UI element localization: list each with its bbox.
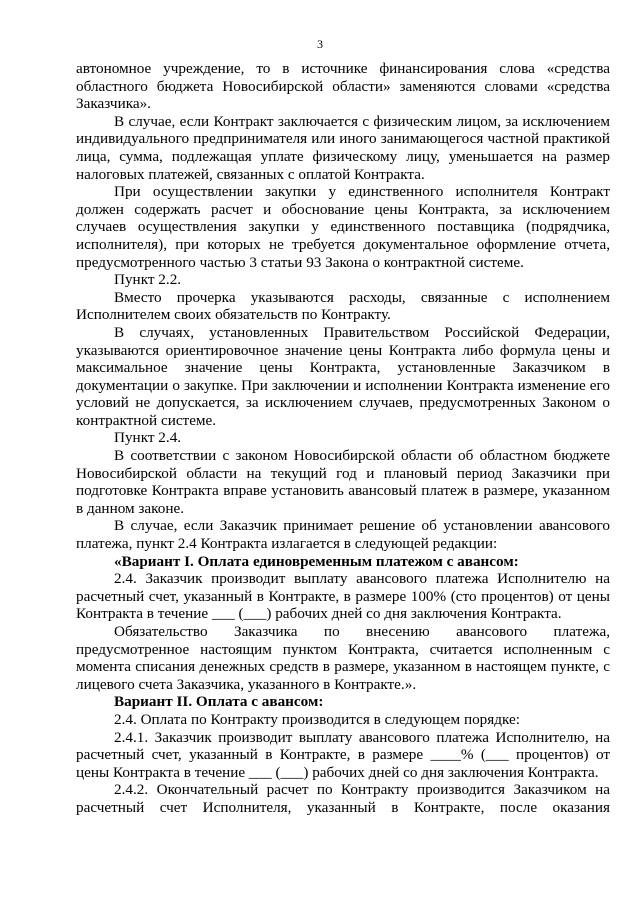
paragraph: В соответствии с законом Новосибирской области об областном бюджете Новосибирской области на текущий год и плановый период Заказчики при подготовке Контракта вправе установить авансовый платеж в размере, указанном в данном законе. (76, 447, 610, 517)
paragraph-heading: «Вариант I. Оплата единовременным платежом с авансом: (114, 552, 519, 570)
paragraph: 2.4.1. Заказчик производит выплату авансового платежа Исполнителю, на расчетный счет, указанный в Контракте, в размере ____% (___ процентов) от цены Контракта в течение ___ (___) рабочих дней со дня заключения Контракта. (76, 728, 610, 781)
paragraph: 2.4.2. Окончательный расчет по Контракту производится Заказчиком на расчетный счет Исполнителя, указанный в Контракте, после оказания (76, 781, 610, 816)
page-number: 3 (317, 37, 323, 51)
paragraph: Пункт 2.4. (114, 429, 182, 447)
paragraph: При осуществлении закупки у единственного исполнителя Контракт должен содержать расчет и обоснование цены Контракта, за исключением случаев осуществления закупки у единственного поставщика (подрядчика, исполнителя), при которых не требуется документальное оформление отчета, предусмотренного частью 3 статьи 93 Закона о контрактной системе. (76, 183, 610, 271)
paragraph: В случаях, установленных Правительством Российской Федерации, указываются ориентировочное значение цены Контракта либо формула цены и максимальное значение цены Контракта, установленные Заказчиком в документации о закупке. При заключении и исполнении Контракта изменение его условий не допускается, за исключением случаев, предусмотренных Законом о контрактной системе. (76, 323, 610, 429)
document-body (76, 60, 610, 817)
paragraph-heading: Вариант II. Оплата с авансом: (114, 693, 324, 711)
paragraph: Вместо прочерка указываются расходы, связанные с исполнением Исполнителем своих обязательств по Контракту. (76, 288, 610, 324)
paragraph: Пункт 2.2. (114, 271, 182, 289)
paragraph: автономное учреждение, то в источнике финансирования слова «средства областного бюджета Новосибирской области» заменяются словами «средства Заказчика». (76, 60, 610, 113)
paragraph: В случае, если Заказчик принимает решение об установлении авансового платежа, пункт 2.4 Контракта излагается в следующей редакции: (76, 517, 610, 553)
paragraph: В случае, если Контракт заключается с физическим лицом, за исключением индивидуального предпринимателя или иного занимающегося частной практикой лица, сумма, подлежащая уплате физическому лицу, уменьшается на размер налоговых платежей, связанных с оплатой Контракта. (76, 112, 610, 183)
paragraph: 2.4. Заказчик производит выплату авансового платежа Исполнителю на расчетный счет, указанный в Контракте, в размере 100% (сто процентов) от цены Контракта в течение ___ (___) рабочих дней со дня заключения Контракта. (76, 570, 610, 623)
paragraph: 2.4. Оплата по Контракту производится в следующем порядке: (114, 710, 520, 728)
paragraph: Обязательство Заказчика по внесению авансового платежа, предусмотренное настоящим пунктом Контракта, считается исполненным с момента списания денежных средств в размере, указанном в настоящем пункте, с лицевого счета Заказчика, указанного в Контракте.». (76, 623, 610, 693)
